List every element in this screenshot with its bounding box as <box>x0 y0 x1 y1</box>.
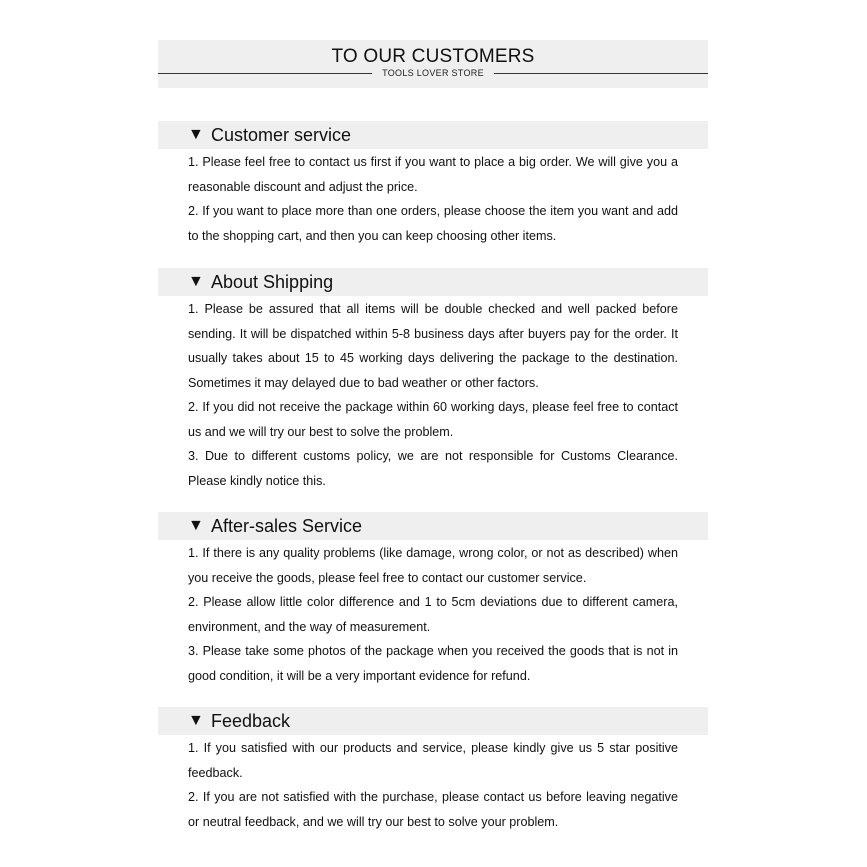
paragraph: 2. If you are not satisfied with the purchase, please contact us before leaving negative or neutral feedback, and we will try our best to solve your problem. <box>188 790 678 829</box>
section-body <box>158 150 708 248</box>
triangle-down-icon: ▼ <box>188 126 204 143</box>
header-banner <box>158 40 708 88</box>
section-about-shipping <box>158 268 708 493</box>
section-customer-service <box>158 121 708 248</box>
section-body <box>158 736 708 834</box>
section-title: Feedback <box>211 711 291 731</box>
triangle-down-icon: ▼ <box>188 712 204 729</box>
triangle-down-icon: ▼ <box>188 273 204 290</box>
paragraph: 1. If you satisfied with our products and service, please kindly give us 5 star positive feedback. <box>188 741 678 780</box>
section-title: After-sales Service <box>211 516 363 536</box>
paragraph: 3. Please take some photos of the package when you received the goods that is not in good condition, it will be a very important evidence for refund. <box>188 644 678 683</box>
paragraph: 1. Please be assured that all items will be double checked and well packed before sending. It will be dispatched within 5-8 business days after buyers pay for the order. It usually takes about 15 to 45 working days delivering the package to the destination. Sometimes it may delayed due to bad weather or other factors. <box>188 302 678 390</box>
paragraph: 1. If there is any quality problems (like damage, wrong color, or not as described) when you receive the goods, please feel free to contact our customer service. <box>188 546 678 585</box>
section-header <box>158 121 708 149</box>
section-after-sales-service <box>158 512 708 688</box>
section-header <box>158 707 708 735</box>
section-body <box>158 541 708 688</box>
section-title: About Shipping <box>211 272 334 292</box>
section-header <box>158 268 708 296</box>
page-title: TO OUR CUSTOMERS <box>331 46 535 67</box>
section-header <box>158 512 708 540</box>
paragraph: 2. Please allow little color difference and 1 to 5cm deviations due to different camera, environment, and the way of measurement. <box>188 595 678 634</box>
section-body <box>158 297 708 493</box>
section-feedback <box>158 707 708 834</box>
section-title: Customer service <box>211 125 352 145</box>
paragraph: 1. Please feel free to contact us first if you want to place a big order. We will give you a reasonable discount and adjust the price. <box>188 155 678 194</box>
triangle-down-icon: ▼ <box>188 517 204 534</box>
paragraph: 2. If you want to place more than one orders, please choose the item you want and add to the shopping cart, and then you can keep choosing other items. <box>188 204 678 243</box>
paragraph: 3. Due to different customs policy, we are not responsible for Customs Clearance. Please kindly notice this. <box>188 449 678 488</box>
store-name: TOOLS LOVER STORE <box>382 68 484 78</box>
paragraph: 2. If you did not receive the package within 60 working days, please feel free to contact us and we will try our best to solve the problem. <box>188 400 678 439</box>
